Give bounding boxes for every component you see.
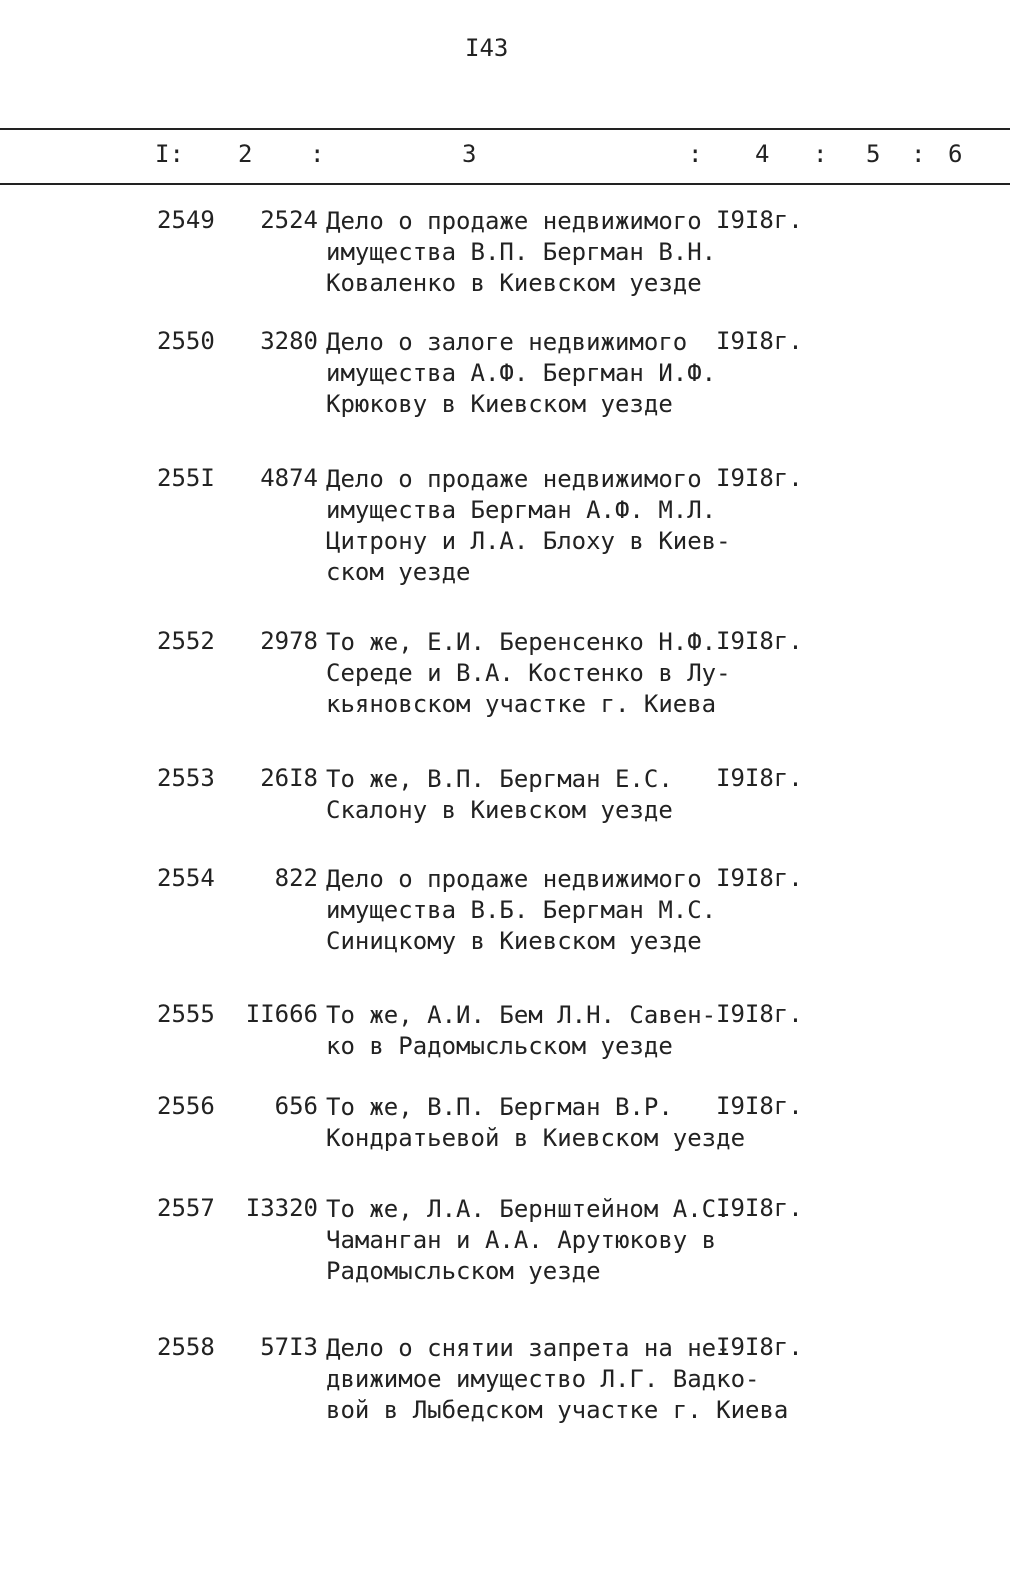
entry-description <box>326 627 731 720</box>
entry-description-line: Радомысльском уезде <box>326 1257 601 1285</box>
entry-description-line: ко в Радомысльском уезде <box>326 1032 673 1060</box>
entry-date: I9I8г. <box>716 627 803 655</box>
entry-description-line: Дело о продаже недвижимого <box>326 465 702 493</box>
entry-number: 2552 <box>157 627 215 655</box>
entry-date: I9I8г. <box>716 1194 803 1222</box>
header-bottom-rule <box>0 183 1010 185</box>
entry-description-line: Крюкову в Киевском уезде <box>326 390 673 418</box>
column-5-header: 5 <box>866 140 881 168</box>
entry-description-line: То же, А.И. Бем Л.Н. Савен- <box>326 1001 717 1029</box>
entry-number: 255I <box>157 464 215 492</box>
entry-description-line: Синицкому в Киевском уезде <box>326 927 702 955</box>
header-top-rule <box>0 128 1010 130</box>
entry-description <box>326 1092 746 1154</box>
entry-number: 2553 <box>157 764 215 792</box>
entry-description-line: имущества Бергман А.Ф. М.Л. <box>326 496 717 524</box>
entry-description-line: Середе и В.А. Костенко в Лу- <box>326 659 731 687</box>
column-3-header: 3 <box>462 140 477 168</box>
column-4-header: 4 <box>755 140 770 168</box>
entry-description-line: То же, Л.А. Бернштейном А.С. <box>326 1195 731 1223</box>
entry-date: I9I8г. <box>716 464 803 492</box>
entry-reference: 2978 <box>260 627 318 655</box>
entry-reference: 26I8 <box>260 764 318 792</box>
entry-description-line: То же, В.П. Бергман Е.С. <box>326 765 673 793</box>
column-6-header: 6 <box>948 140 963 168</box>
entry-number: 2557 <box>157 1194 215 1222</box>
entry-date: I9I8г. <box>716 1092 803 1120</box>
entry-number: 2555 <box>157 1000 215 1028</box>
entry-description-line: Дело о залоге недвижимого <box>326 328 688 356</box>
entry-number: 2549 <box>157 206 215 234</box>
entry-description-line: имущества В.Б. Бергман М.С. <box>326 896 717 924</box>
entry-description-line: имущества В.П. Бергман В.Н. <box>326 238 717 266</box>
entry-description-line: кьяновском участке г. Киева <box>326 690 717 718</box>
entry-reference: 822 <box>274 864 318 892</box>
entry-date: I9I8г. <box>716 864 803 892</box>
entry-number: 2550 <box>157 327 215 355</box>
column-1-header: I: <box>155 140 184 168</box>
column-separator: : <box>813 140 828 168</box>
entry-description-line: Коваленко в Киевском уезде <box>326 269 702 297</box>
entry-description-line: вой в Лыбедском участке г. Киева <box>326 1396 789 1424</box>
page-number: I43 <box>465 34 509 62</box>
entry-description-line: Дело о снятии запрета на не- <box>326 1334 731 1362</box>
entry-reference: 57I3 <box>260 1333 318 1361</box>
entry-date: I9I8г. <box>716 1333 803 1361</box>
entry-description <box>326 206 716 299</box>
entry-description-line: То же, Е.И. Беренсенко Н.Ф. <box>326 628 717 656</box>
entry-reference: II666 <box>245 1000 318 1028</box>
column-2-header: 2 <box>238 140 253 168</box>
column-separator: : <box>688 140 703 168</box>
entry-number: 2554 <box>157 864 215 892</box>
entry-description-line: Скалону в Киевском уезде <box>326 796 673 824</box>
entry-date: I9I8г. <box>716 764 803 792</box>
entry-description-line: имущества А.Ф. Бергман И.Ф. <box>326 359 717 387</box>
entry-date: I9I8г. <box>716 1000 803 1028</box>
entry-description-line: Кондратьевой в Киевском уезде <box>326 1124 746 1152</box>
entry-date: I9I8г. <box>716 206 803 234</box>
entry-description <box>326 1194 731 1287</box>
entry-reference: I3320 <box>245 1194 318 1222</box>
entry-number: 2556 <box>157 1092 215 1120</box>
column-separator: : <box>911 140 926 168</box>
entry-description-line: То же, В.П. Бергман В.Р. <box>326 1093 673 1121</box>
entry-description-line: Дело о продаже недвижимого <box>326 865 702 893</box>
entry-description-line: движимое имущество Л.Г. Вадко- <box>326 1365 760 1393</box>
entry-description-line: Цитрону и Л.А. Блоху в Киев- <box>326 527 731 555</box>
entry-description <box>326 764 716 826</box>
entry-description <box>326 327 716 420</box>
entry-description <box>326 864 716 957</box>
entry-description <box>326 464 731 588</box>
entry-date: I9I8г. <box>716 327 803 355</box>
entry-reference: 2524 <box>260 206 318 234</box>
entry-reference: 656 <box>274 1092 318 1120</box>
entry-reference: 3280 <box>260 327 318 355</box>
entry-description-line: Дело о продаже недвижимого <box>326 207 702 235</box>
entry-description-line: Чаманган и А.А. Арутюкову в <box>326 1226 717 1254</box>
entry-description-line: ском уезде <box>326 558 471 586</box>
column-separator: : <box>310 140 325 168</box>
entry-reference: 4874 <box>260 464 318 492</box>
entry-number: 2558 <box>157 1333 215 1361</box>
entry-description <box>326 1000 716 1062</box>
